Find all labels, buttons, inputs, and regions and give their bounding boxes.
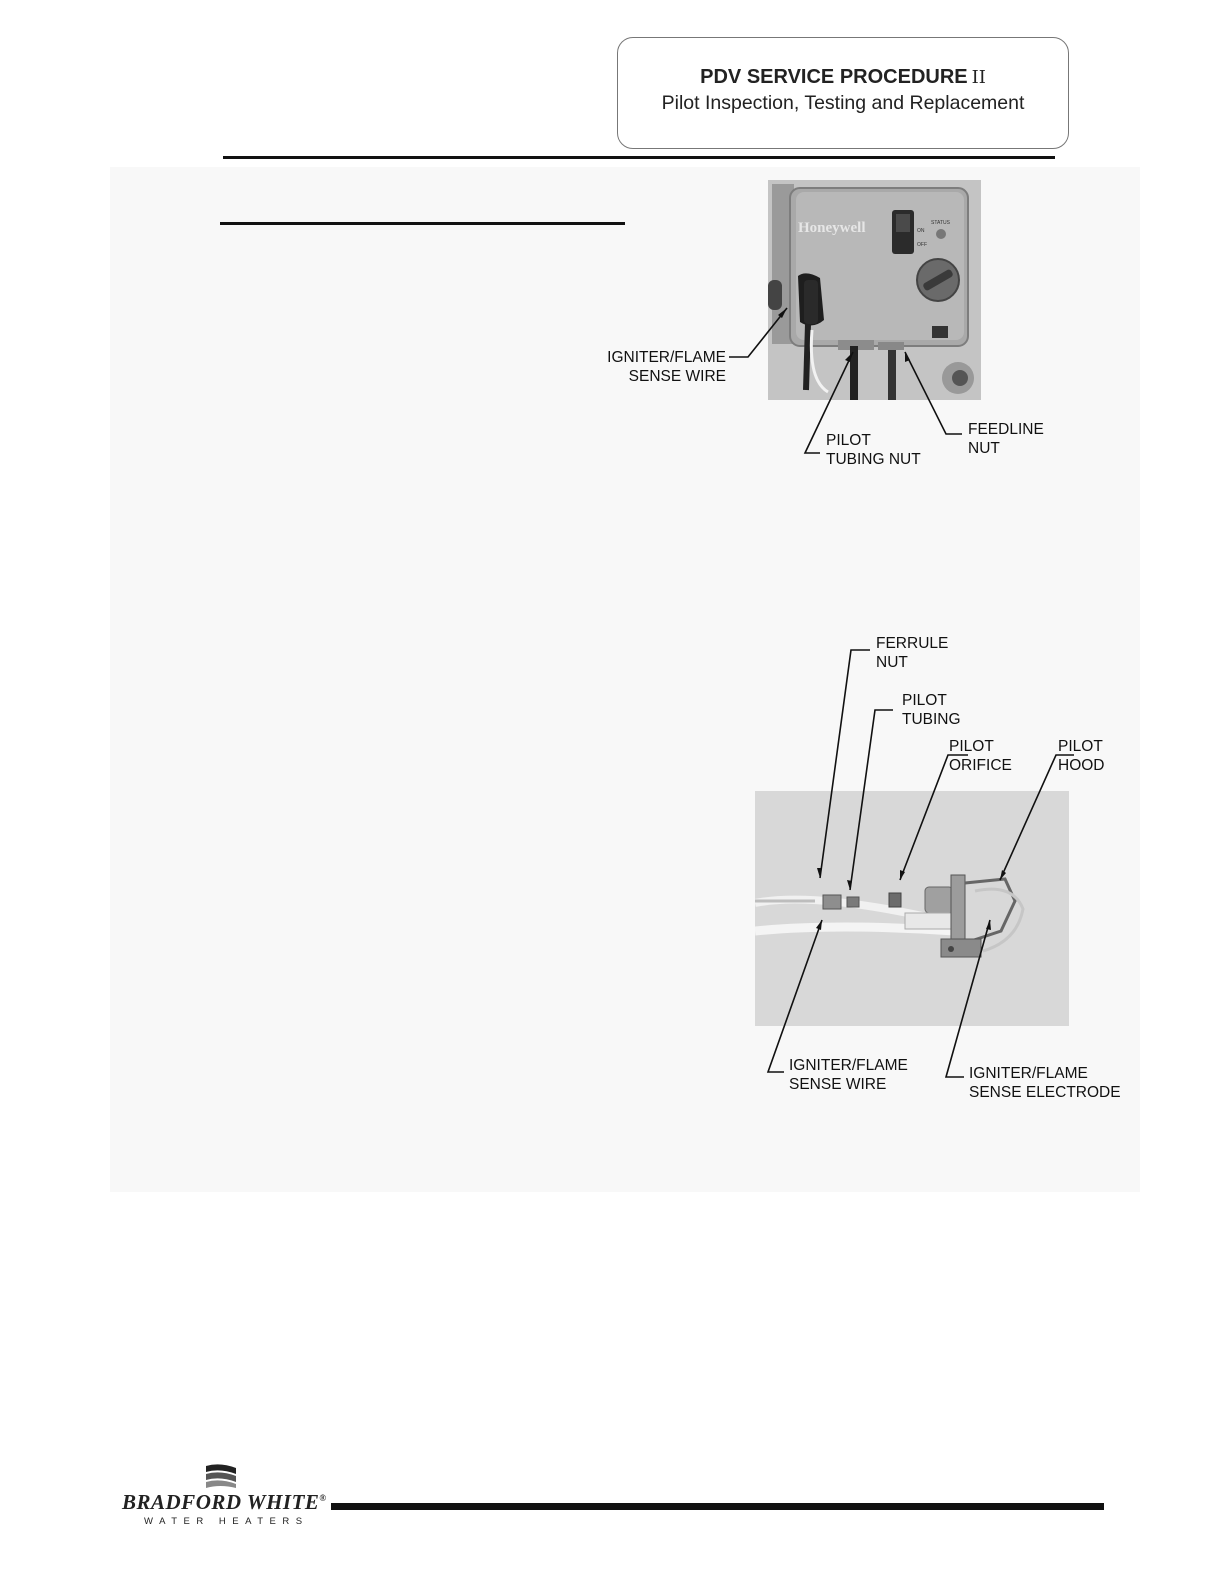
gas-valve-photo <box>768 180 981 400</box>
svg-text:ON: ON <box>917 228 925 234</box>
pilot-assembly-photo <box>755 791 1069 1026</box>
header-rule <box>223 156 1055 159</box>
page-subtitle: Pilot Inspection, Testing and Replacement <box>661 92 1025 114</box>
callout-pilot-orifice: PILOT ORIFICE <box>949 738 1012 774</box>
callout-pilot-hood: PILOT HOOD <box>1058 738 1105 774</box>
content-area <box>110 167 1140 1192</box>
gas-valve-illustration <box>768 180 981 400</box>
page-title: PDV SERVICE PROCEDURE II <box>700 66 986 88</box>
logo-tagline: WATER HEATERS <box>144 1516 309 1527</box>
callout-igniter-flame-sense-wire: IGNITER/FLAME SENSE WIRE <box>607 349 726 385</box>
svg-text:STATUS: STATUS <box>931 220 950 226</box>
callout-ferrule-nut: FERRULE NUT <box>876 635 949 671</box>
flag-icon <box>202 1462 242 1492</box>
bradford-white-logo <box>118 1462 328 1530</box>
callout-pilot-tubing: PILOT TUBING <box>902 692 961 728</box>
callout-igniter-flame-sense-wire-2: IGNITER/FLAME SENSE WIRE <box>789 1057 908 1093</box>
title-numeral: II <box>971 67 986 88</box>
section-rule <box>220 222 625 225</box>
callout-igniter-flame-sense-electrode: IGNITER/FLAME SENSE ELECTRODE <box>969 1065 1121 1101</box>
logo-brand-name: BRADFORD WHITE® <box>122 1490 327 1514</box>
svg-text:OFF: OFF <box>917 242 927 248</box>
header-title-box <box>617 37 1069 149</box>
pilot-assembly-illustration <box>755 791 1069 1026</box>
callout-pilot-tubing-nut: PILOT TUBING NUT <box>826 432 921 468</box>
valve-brand-text: Honeywell <box>798 220 866 236</box>
callout-feedline-nut: FEEDLINE NUT <box>968 421 1044 457</box>
footer-rule <box>331 1503 1104 1510</box>
